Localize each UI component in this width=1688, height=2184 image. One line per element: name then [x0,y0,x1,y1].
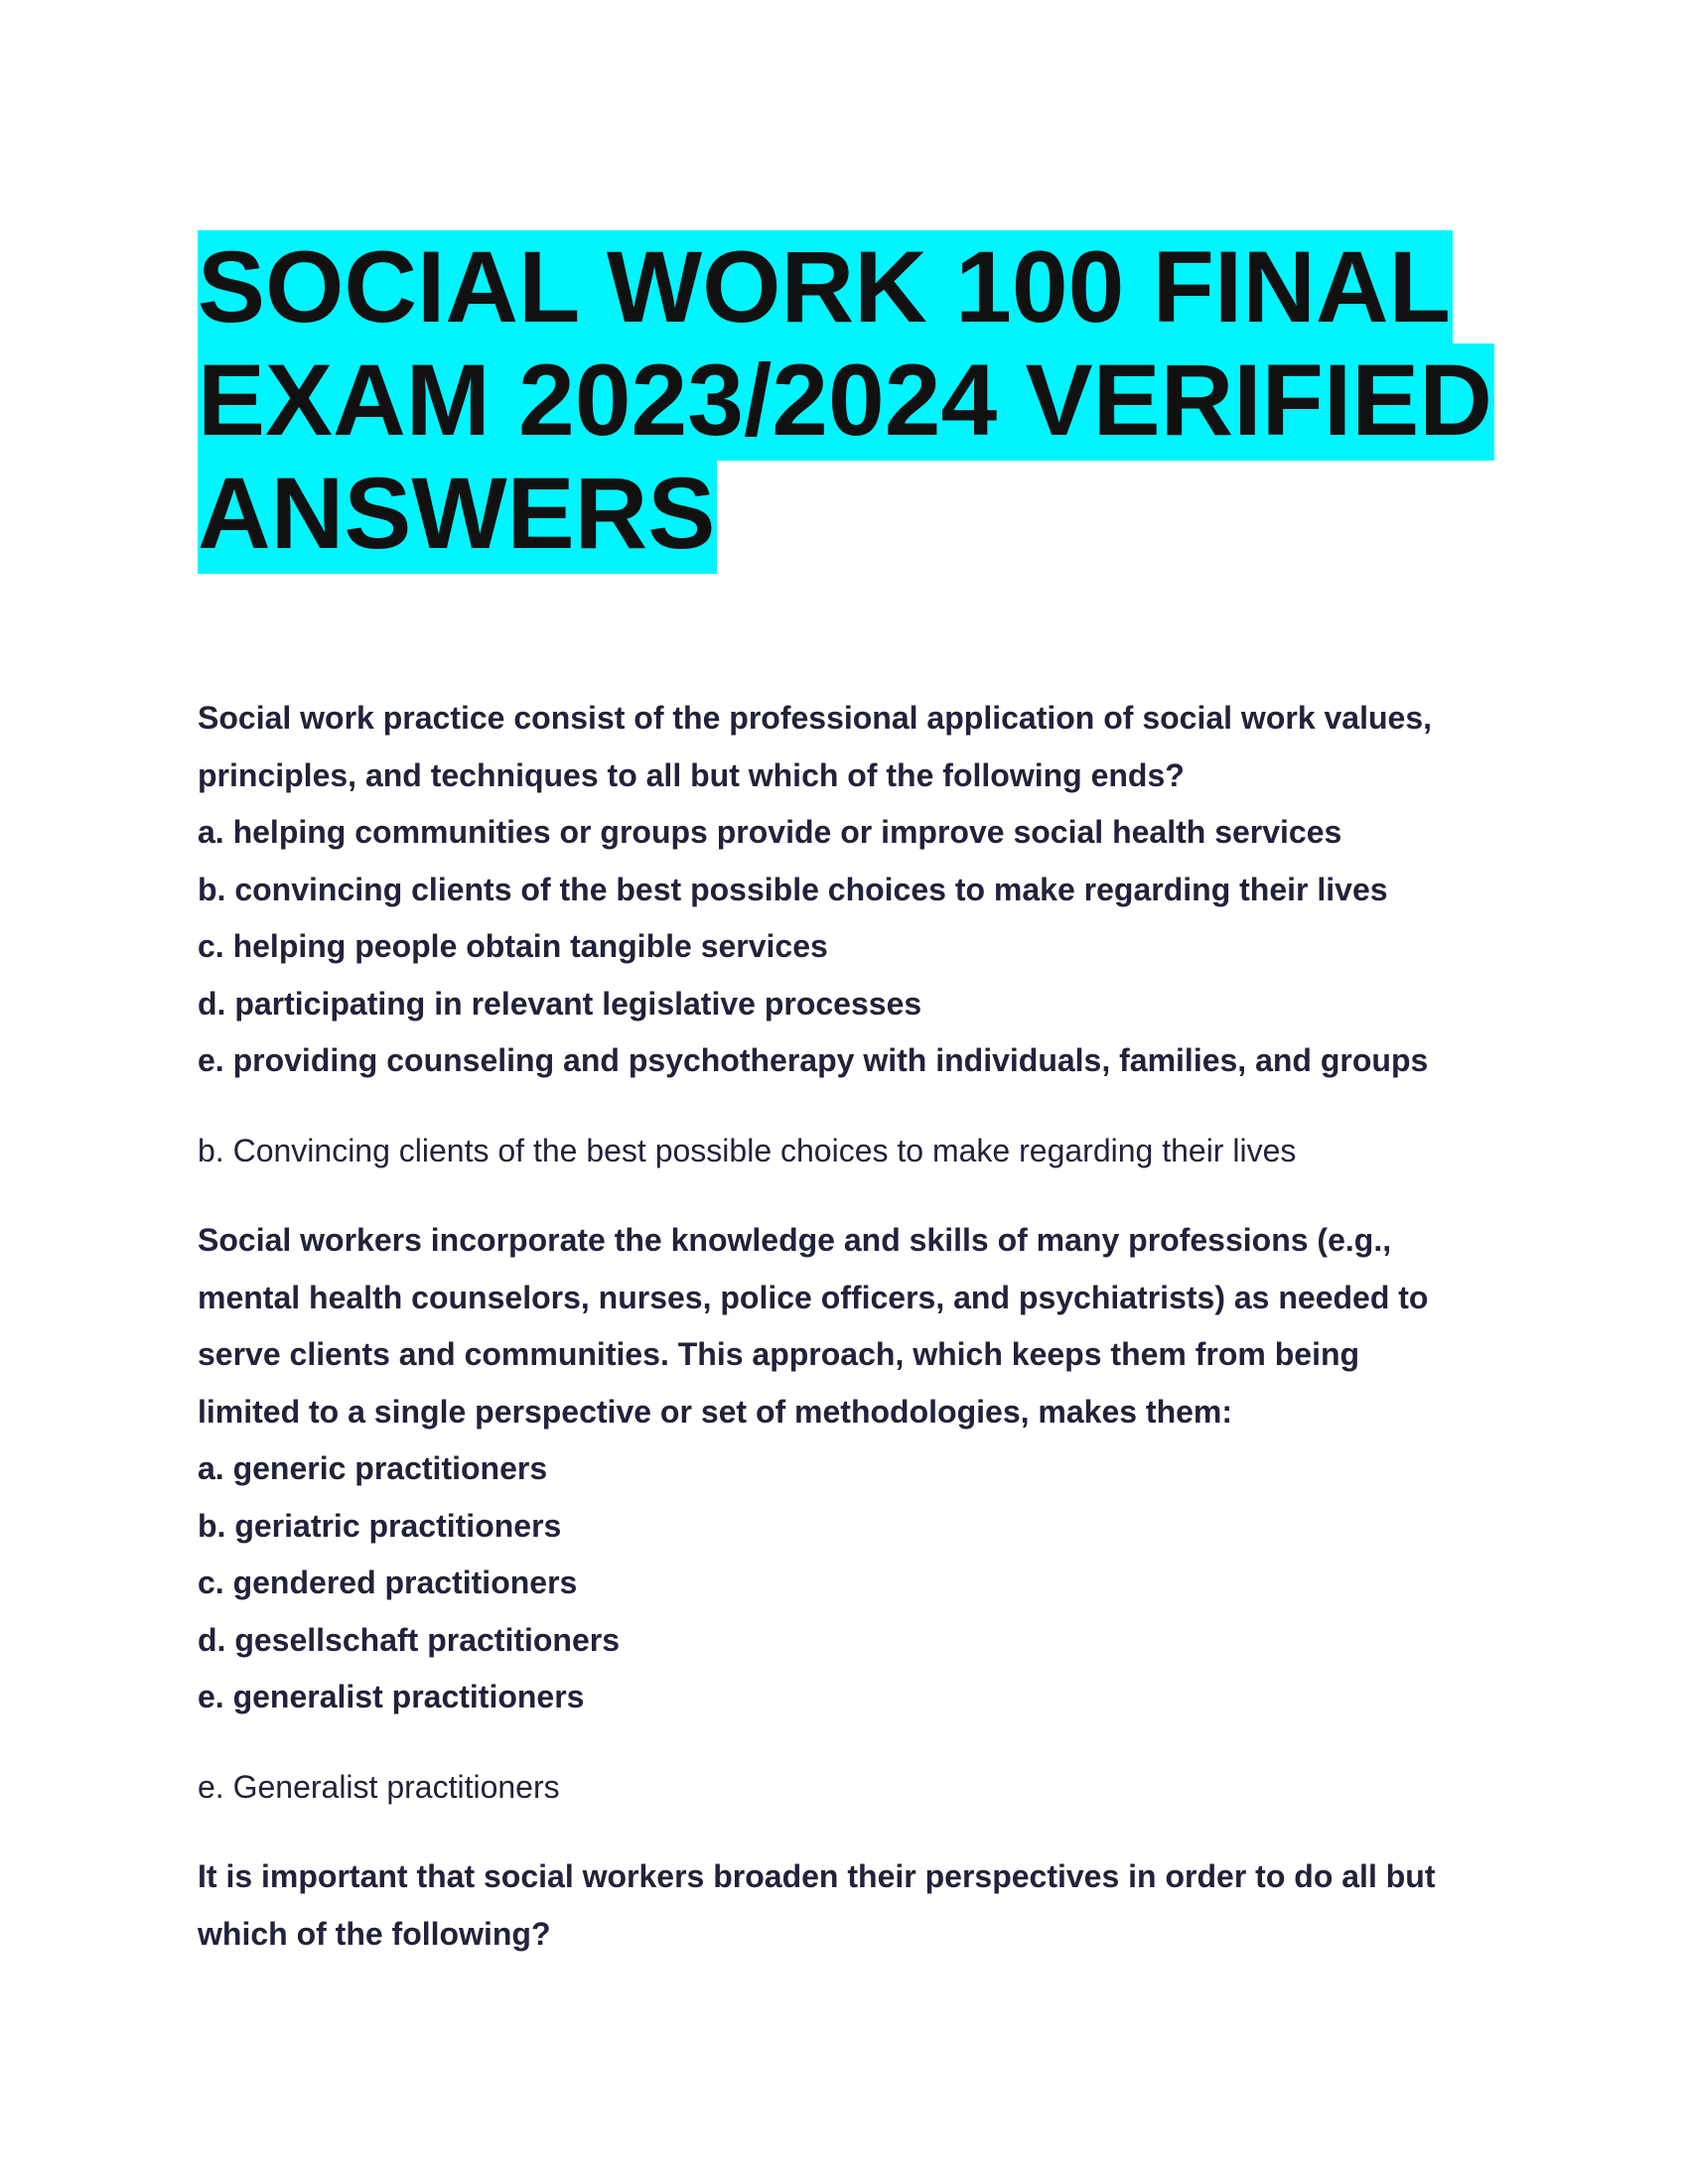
option-a: a. helping communities or groups provide or improve social health services [198,814,1342,850]
question-stem: Social work practice consist of the professional application of social work values, [198,700,1433,736]
question-2 [198,1212,1488,1816]
title-line: SOCIAL WORK 100 FINAL [198,230,1508,343]
title-line: EXAM 2023/2024 VERIFIED [198,343,1508,457]
question-stem: which of the following? [198,1915,551,1952]
option-d: d. participating in relevant legislative processes [198,985,922,1022]
option-d: d. gesellschaft practitioners [198,1621,621,1658]
option-a: a. generic practitioners [198,1450,548,1486]
option-c: c. gendered practitioners [198,1565,578,1600]
option-c: c. helping people obtain tangible services [198,928,828,964]
question-1 [198,690,1488,1179]
answer: e. Generalist practitioners [198,1768,560,1805]
option-e: e. generalist practitioners [198,1679,585,1714]
option-b: b. geriatric practitioners [198,1507,562,1544]
option-b: b. convincing clients of the best possible choices to make regarding their lives [198,871,1388,907]
option-e: e. providing counseling and psychotherapy with individuals, families, and groups [198,1042,1429,1078]
question-stem: serve clients and communities. This approach, which keeps them from being [198,1336,1360,1372]
question-stem: It is important that social workers broaden their perspectives in order to do all but [198,1858,1436,1894]
question-stem: mental health counselors, nurses, police officers, and psychiatrists) as needed to [198,1279,1429,1315]
question-stem: principles, and techniques to all but which of the following ends? [198,756,1185,793]
title-line: ANSWERS [198,457,1508,570]
document-title [198,230,1508,570]
questions-content [198,690,1488,1963]
question-stem: limited to a single perspective or set of methodologies, makes them: [198,1393,1233,1430]
answer: b. Convincing clients of the best possible choices to make regarding their lives [198,1132,1297,1168]
question-stem: Social workers incorporate the knowledge and skills of many professions (e.g., [198,1222,1392,1258]
question-3 [198,1848,1488,1963]
